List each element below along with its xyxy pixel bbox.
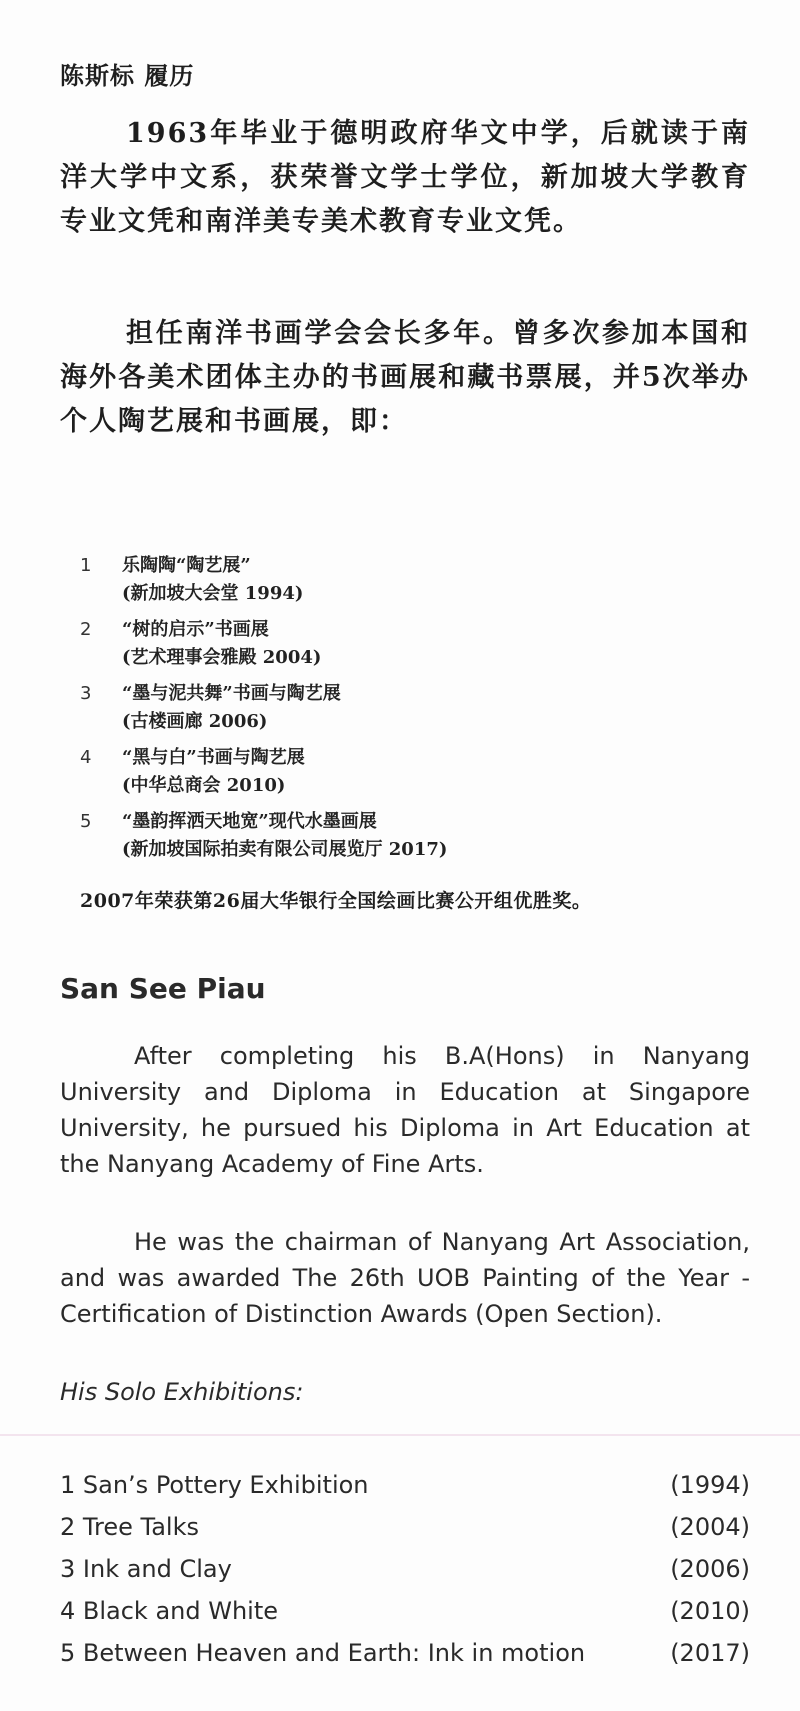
list-item <box>80 616 720 680</box>
list-item <box>80 744 720 808</box>
exhibition-year: (2004) <box>670 1513 750 1541</box>
divider <box>0 1434 800 1436</box>
list-item <box>80 680 720 744</box>
exhibition-name: 2 Tree Talks <box>60 1513 199 1541</box>
list-item-number: 4 <box>80 747 92 768</box>
list-item-number: 5 <box>80 811 92 832</box>
english-paragraph-education: After completing his B.A(Hons) in Nanyang University and Diploma in Education at Singapore University, he pursued his Diploma in Art Education at the Nanyang Academy of Fine Arts. <box>60 1042 750 1178</box>
exhibition-year: (1994) <box>670 1471 750 1499</box>
list-item-number: 1 <box>80 555 92 576</box>
chinese-exhibition-list <box>80 552 720 872</box>
exhibition-title: “墨韵挥洒天地宽”现代水墨画展 <box>122 811 377 832</box>
exhibition-title: “树的启示”书画展 <box>122 619 269 640</box>
exhibition-venue: (古楼画廊 2006) <box>122 711 268 732</box>
english-paragraph-activities: He was the chairman of Nanyang Art Association, and was awarded The 26th UOB Painting of the Year - Certification of Distinction Awards (Open Section). <box>60 1228 750 1328</box>
exhibition-name: 3 Ink and Clay <box>60 1555 232 1583</box>
list-item <box>60 1632 750 1674</box>
list-item <box>60 1590 750 1632</box>
exhibition-venue: (新加坡大会堂 1994) <box>122 583 304 604</box>
solo-exhibitions-heading: His Solo Exhibitions: <box>60 1378 304 1406</box>
chinese-paragraph-activities: 担任南洋书画学会会长多年。曾多次参加本国和海外各美术团体主办的书画展和藏书票展，并5次举办个人陶艺展和书画展，即： <box>60 318 750 437</box>
chinese-paragraph-education: 1963年毕业于德明政府华文中学，后就读于南洋大学中文系，获荣誉文学士学位，新加坡大学教育专业文凭和南洋美专美术教育专业文凭。 <box>60 118 750 237</box>
exhibition-name: 5 Between Heaven and Earth: Ink in motion <box>60 1639 586 1667</box>
list-item <box>80 808 720 872</box>
list-item <box>60 1548 750 1590</box>
list-item <box>60 1464 750 1506</box>
exhibition-title: “黑与白”书画与陶艺展 <box>122 747 305 768</box>
chinese-award-note: 2007年荣获第26届大华银行全国绘画比赛公开组优胜奖。 <box>80 890 592 912</box>
exhibition-venue: (艺术理事会雅殿 2004) <box>122 647 322 668</box>
exhibition-year: (2006) <box>670 1555 750 1583</box>
list-item-number: 3 <box>80 683 92 704</box>
exhibition-title: 乐陶陶“陶艺展” <box>122 555 251 576</box>
list-item-number: 2 <box>80 619 92 640</box>
exhibition-year: (2010) <box>670 1597 750 1625</box>
list-item <box>80 552 720 616</box>
exhibition-name: 4 Black and White <box>60 1597 279 1625</box>
exhibition-venue: (中华总商会 2010) <box>122 775 286 796</box>
english-title: San See Piau <box>60 972 266 1005</box>
exhibition-venue: (新加坡国际拍卖有限公司展览厅 2017) <box>122 839 448 860</box>
exhibition-name: 1 San’s Pottery Exhibition <box>60 1471 369 1499</box>
exhibition-title: “墨与泥共舞”书画与陶艺展 <box>122 683 341 704</box>
list-item <box>60 1506 750 1548</box>
english-exhibition-list <box>60 1464 750 1674</box>
exhibition-year: (2017) <box>670 1639 750 1667</box>
chinese-title: 陈斯标 履历 <box>60 61 195 90</box>
